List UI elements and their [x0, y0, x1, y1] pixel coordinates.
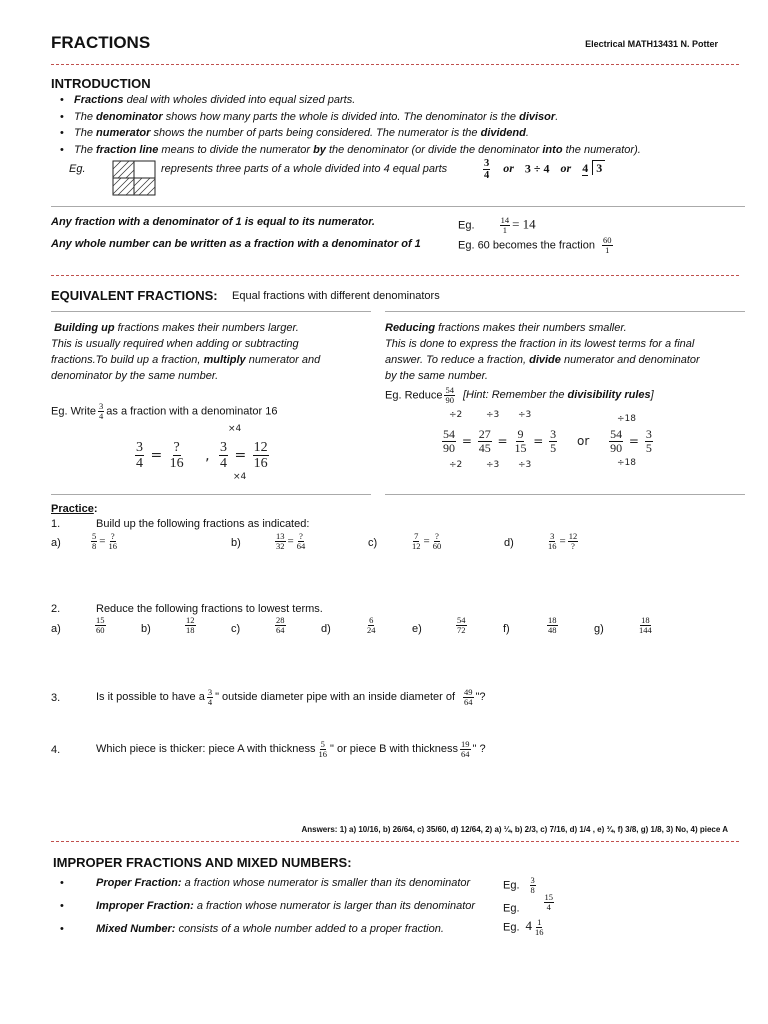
q1-c-label: c) [368, 537, 378, 549]
handwritten-build-up-1: $\frac{3}{4}$ = $\frac{?}{16}$ , [136, 440, 210, 471]
handwritten-div-18-bottom: ÷18 [617, 458, 636, 468]
q2-g-frac: $\frac{18}{144}$ [639, 615, 652, 635]
improper-heading: IMPROPER FRACTIONS AND MIXED NUMBERS: [53, 855, 352, 870]
handwritten-div-2-bottom: ÷2 [449, 460, 463, 470]
divider [51, 494, 371, 495]
mixed-eg: Eg. 4 $\frac{1}{16}$ [503, 917, 544, 937]
building-up-text: Building up fractions makes their numbers larger. This is usually required when adding or subtracting fractions.To build up a fraction, multiply numerator and denominator by the same number. [51, 322, 321, 382]
fraction: $\frac{49}{64}$ [464, 686, 473, 707]
q2-f-frac: $\frac{18}{48}$ [548, 615, 557, 635]
q3-text: Is it possible to have a $\frac{3}{4}$ " outside diameter pipe with an inside diameter of $\frac{49}{64}$ "? [96, 686, 486, 707]
q1-d-expr: $\frac{3}{16}$ = $\frac{12}{?}$ [548, 531, 578, 551]
q1-items [51, 532, 671, 558]
q2-c-frac: $\frac{28}{64}$ [276, 615, 285, 635]
rule-1-eg: Eg. $\frac{14}{1}$ = 14 [458, 215, 536, 235]
equiv-heading: EQUIVALENT FRACTIONS: [51, 288, 218, 303]
quarters-diagram-icon [112, 160, 156, 196]
q2-d-frac: $\frac{6}{24}$ [367, 615, 376, 635]
q1-a-expr: $\frac{5}{8}$ = $\frac{?}{16}$ [92, 531, 117, 551]
practice-heading: Practice: [51, 503, 98, 515]
handwritten-times-bottom: ×4 [233, 472, 247, 482]
fraction: $\frac{19}{64}$ [461, 738, 470, 759]
q2-items [51, 616, 671, 644]
rule-whole-number: Any whole number can be written as a fraction with a denominator of 1 [51, 238, 421, 250]
handwritten-div-3b-top: ÷3 [518, 410, 532, 420]
handwritten-div-18-top: ÷18 [617, 414, 636, 424]
improper-fraction-item: • Improper Fraction: a fraction whose numerator is larger than its denominator [52, 895, 732, 918]
intro-eg-math: $\frac{3}{4}$ or 3 ÷ 4 or 4 3 [481, 158, 605, 181]
improper-list [52, 872, 732, 941]
q2-b-frac: $\frac{12}{18}$ [186, 615, 195, 635]
fraction: $\frac{60}{1}$ [603, 235, 612, 255]
q2-e-frac: $\frac{54}{72}$ [457, 615, 466, 635]
q2-a-frac: $\frac{15}{60}$ [96, 615, 105, 635]
q1-b-label: b) [231, 537, 241, 549]
q2-b-label: b) [141, 623, 151, 635]
q1-text: Build up the following fractions as indicated: [96, 518, 310, 530]
q2-a-label: a) [51, 623, 61, 635]
fraction: $\frac{3}{4}$ [99, 401, 104, 421]
handwritten-div-2-top: ÷2 [449, 410, 463, 420]
rule-2-eg: Eg. 60 becomes the fraction $\frac{60}{1}$ [458, 235, 612, 255]
divider [51, 311, 371, 312]
fraction: $\frac{54}{90}$ [445, 385, 454, 405]
intro-bullet-numerator: • The numerator shows the number of parts being considered. The numerator is the dividend. [52, 125, 732, 142]
proper-fraction-item: • Proper Fraction: a fraction whose numerator is smaller than its denominator [52, 872, 732, 895]
intro-bullet-fractions: • Fractions deal with wholes divided into equal sized parts. [52, 92, 732, 109]
q2-e-label: e) [412, 623, 422, 635]
q4-number: 4. [51, 744, 61, 756]
q1-d-label: d) [504, 537, 514, 549]
page-title: FRACTIONS [51, 33, 151, 52]
building-up-example: Eg. Write $\frac{3}{4}$ as a fraction with a denominator 16 [51, 401, 278, 421]
reducing-example: Eg. Reduce $\frac{54}{90}$ [Hint: Remember the divisibility rules] [385, 385, 654, 405]
fraction: $\frac{3}{4}$ [207, 686, 213, 707]
fraction: $\frac{3}{4}$ [484, 158, 490, 181]
intro-heading: INTRODUCTION [51, 76, 151, 91]
handwritten-div-3-top: ÷3 [486, 410, 500, 420]
divider [51, 64, 739, 65]
fraction: $\frac{14}{1}$ [500, 215, 510, 235]
answers-line: Answers: 1) a) 10/16, b) 26/64, c) 35/60, d) 12/64, 2) a) ¼, b) 2/3, c) 7/16, d) 1/4 , e) ¾, f) 3/8, g) 1/8, 3) No, 4) piece A [301, 825, 728, 834]
handwritten-build-up-2: $\frac{3}{4}$ = $\frac{12}{16}$ [220, 440, 268, 471]
intro-eg-label: Eg. [69, 163, 86, 175]
divider [51, 841, 739, 842]
q2-f-label: f) [503, 623, 510, 635]
fraction: $\frac{5}{16}$ [318, 738, 327, 759]
q2-d-label: d) [321, 623, 331, 635]
reducing-text: Reducing fractions makes their numbers smaller. This is done to express the fraction in its lowest terms for a final answer. To reduce a fraction, divide numerator and denominator by the same number. [385, 322, 700, 382]
intro-list [52, 92, 732, 158]
q4-text: Which piece is thicker: piece A with thickness $\frac{5}{16}$ " or piece B with thickness $\frac{19}{64}$ " ? [96, 738, 486, 759]
mixed-number-item: • Mixed Number: consists of a whole number added to a proper fraction. [52, 918, 732, 941]
equiv-subheading: Equal fractions with different denominators [232, 290, 440, 302]
intro-bullet-denominator: • The denominator shows how many parts the whole is divided into. The denominator is the divisor. [52, 109, 732, 126]
intro-bullet-fraction-line: • The fraction line means to divide the numerator by the denominator (or divide the denominator into the numerator). [52, 142, 732, 159]
q1-a-label: a) [51, 537, 61, 549]
divider [385, 494, 745, 495]
q2-number: 2. [51, 603, 61, 615]
improper-eg: Eg. $\frac{15}{4}$ [503, 892, 554, 915]
q2-c-label: c) [231, 623, 241, 635]
handwritten-times-top: ×4 [228, 424, 242, 434]
intro-eg-text: represents three parts of a whole divided into 4 equal parts [161, 163, 448, 175]
handwritten-reduce-chain: $\frac{54}{90}$ = $\frac{27}{45}$ = $\frac{9}{15}$ = $\frac{3}{5}$ or $\frac{54}{90}$ = $\frac{3}{5}$ [443, 427, 652, 455]
divider [51, 206, 745, 207]
course-info: Electrical MATH13431 N. Potter [585, 39, 718, 49]
q3-number: 3. [51, 692, 61, 704]
handwritten-div-3-bottom: ÷3 [486, 460, 500, 470]
divider [385, 311, 745, 312]
divider [51, 275, 739, 276]
q2-text: Reduce the following fractions to lowest terms. [96, 603, 323, 615]
handwritten-div-3b-bottom: ÷3 [518, 460, 532, 470]
q2-g-label: g) [594, 623, 604, 635]
q1-b-expr: $\frac{13}{32}$ = $\frac{?}{64}$ [276, 531, 306, 551]
rule-denominator-one: Any fraction with a denominator of 1 is equal to its numerator. [51, 216, 375, 228]
q1-c-expr: $\frac{7}{12}$ = $\frac{?}{60}$ [412, 531, 442, 551]
proper-eg: Eg. $\frac{3}{8}$ [503, 875, 535, 895]
q1-number: 1. [51, 518, 61, 530]
